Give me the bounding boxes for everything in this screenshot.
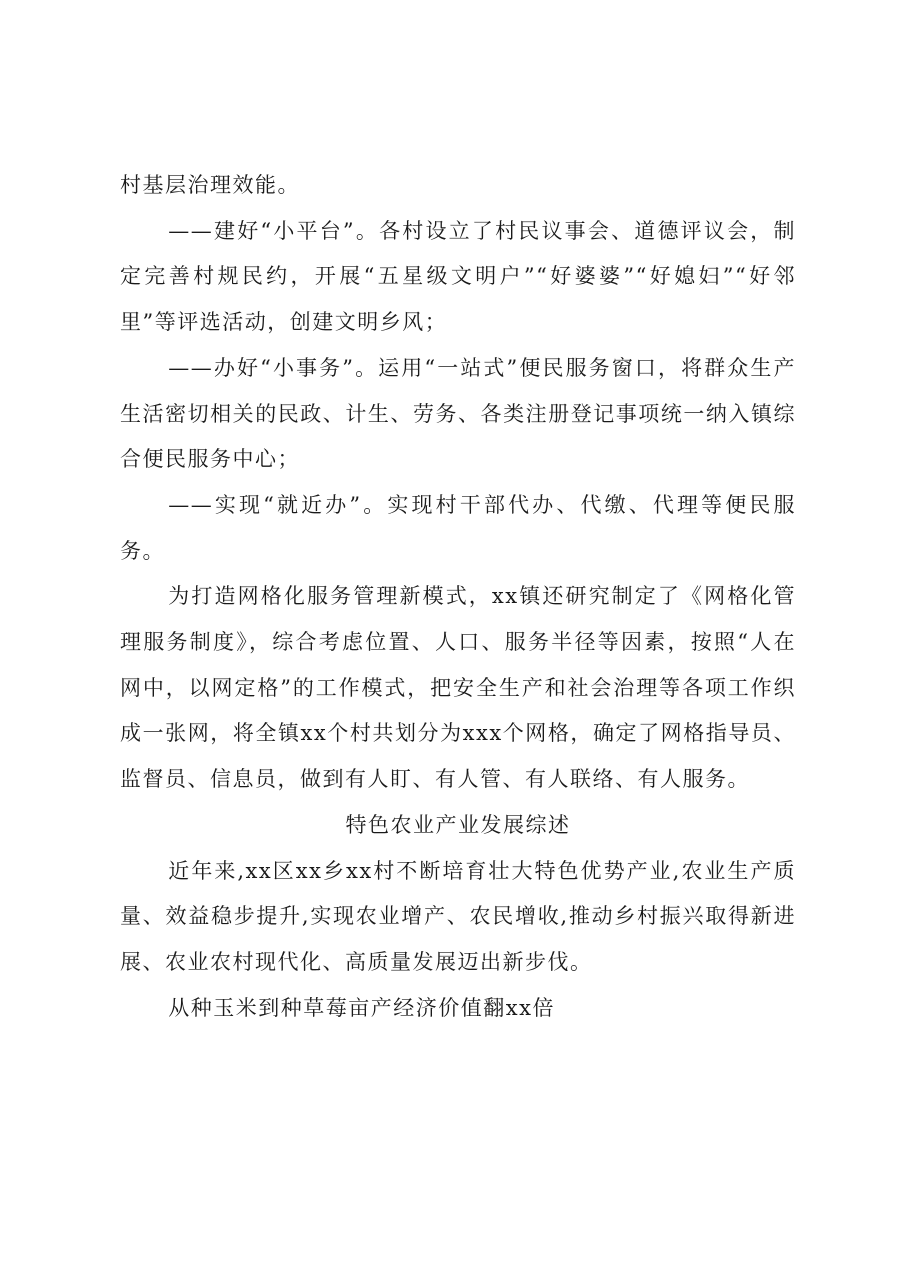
paragraph-small-platform: ——建好“小平台”。各村设立了村民议事会、道德评议会，制定完善村规民约，开展“五星级文明户”“好婆婆”“好媳妇”“好邻里”等评选活动，创建文明乡风； <box>120 218 796 335</box>
paragraph-industry-intro: 近年来,xx区xx乡xx村不断培育壮大特色优势产业,农业生产质量、效益稳步提升,实现农业增产、农民增收,推动乡村振兴取得新进展、农业农村现代化、高质量发展迈出新步伐。 <box>120 858 796 974</box>
paragraph-continuation: 村基层治理效能。 <box>120 173 300 197</box>
section-title: 特色农业产业发展综述 <box>345 812 571 837</box>
paragraph-grid-management: 为打造网格化服务管理新模式，xx镇还研究制定了《网格化管理服务制度》，综合考虑位置、人口、服务半径等因素，按照“人在网中，以网定格”的工作模式，把安全生产和社会治理等各项工作织成一张网，将全镇xx个村共划分为xxx个网格，确定了网格指导员、监督员、信息员，做到有人盯、有人管、有人联络、有人服务。 <box>120 584 796 792</box>
paragraph-subheading-strawberry: 从种玉米到种草莓亩产经济价值翻xx倍 <box>168 995 555 1020</box>
document-body <box>120 163 796 1031</box>
paragraph-small-affairs: ——办好“小事务”。运用“一站式”便民服务窗口，将群众生产生活密切相关的民政、计生、劳务、各类注册登记事项统一纳入镇综合便民服务中心； <box>120 355 796 472</box>
paragraph-nearby-service: ——实现“就近办”。实现村干部代办、代缴、代理等便民服务。 <box>120 492 796 563</box>
